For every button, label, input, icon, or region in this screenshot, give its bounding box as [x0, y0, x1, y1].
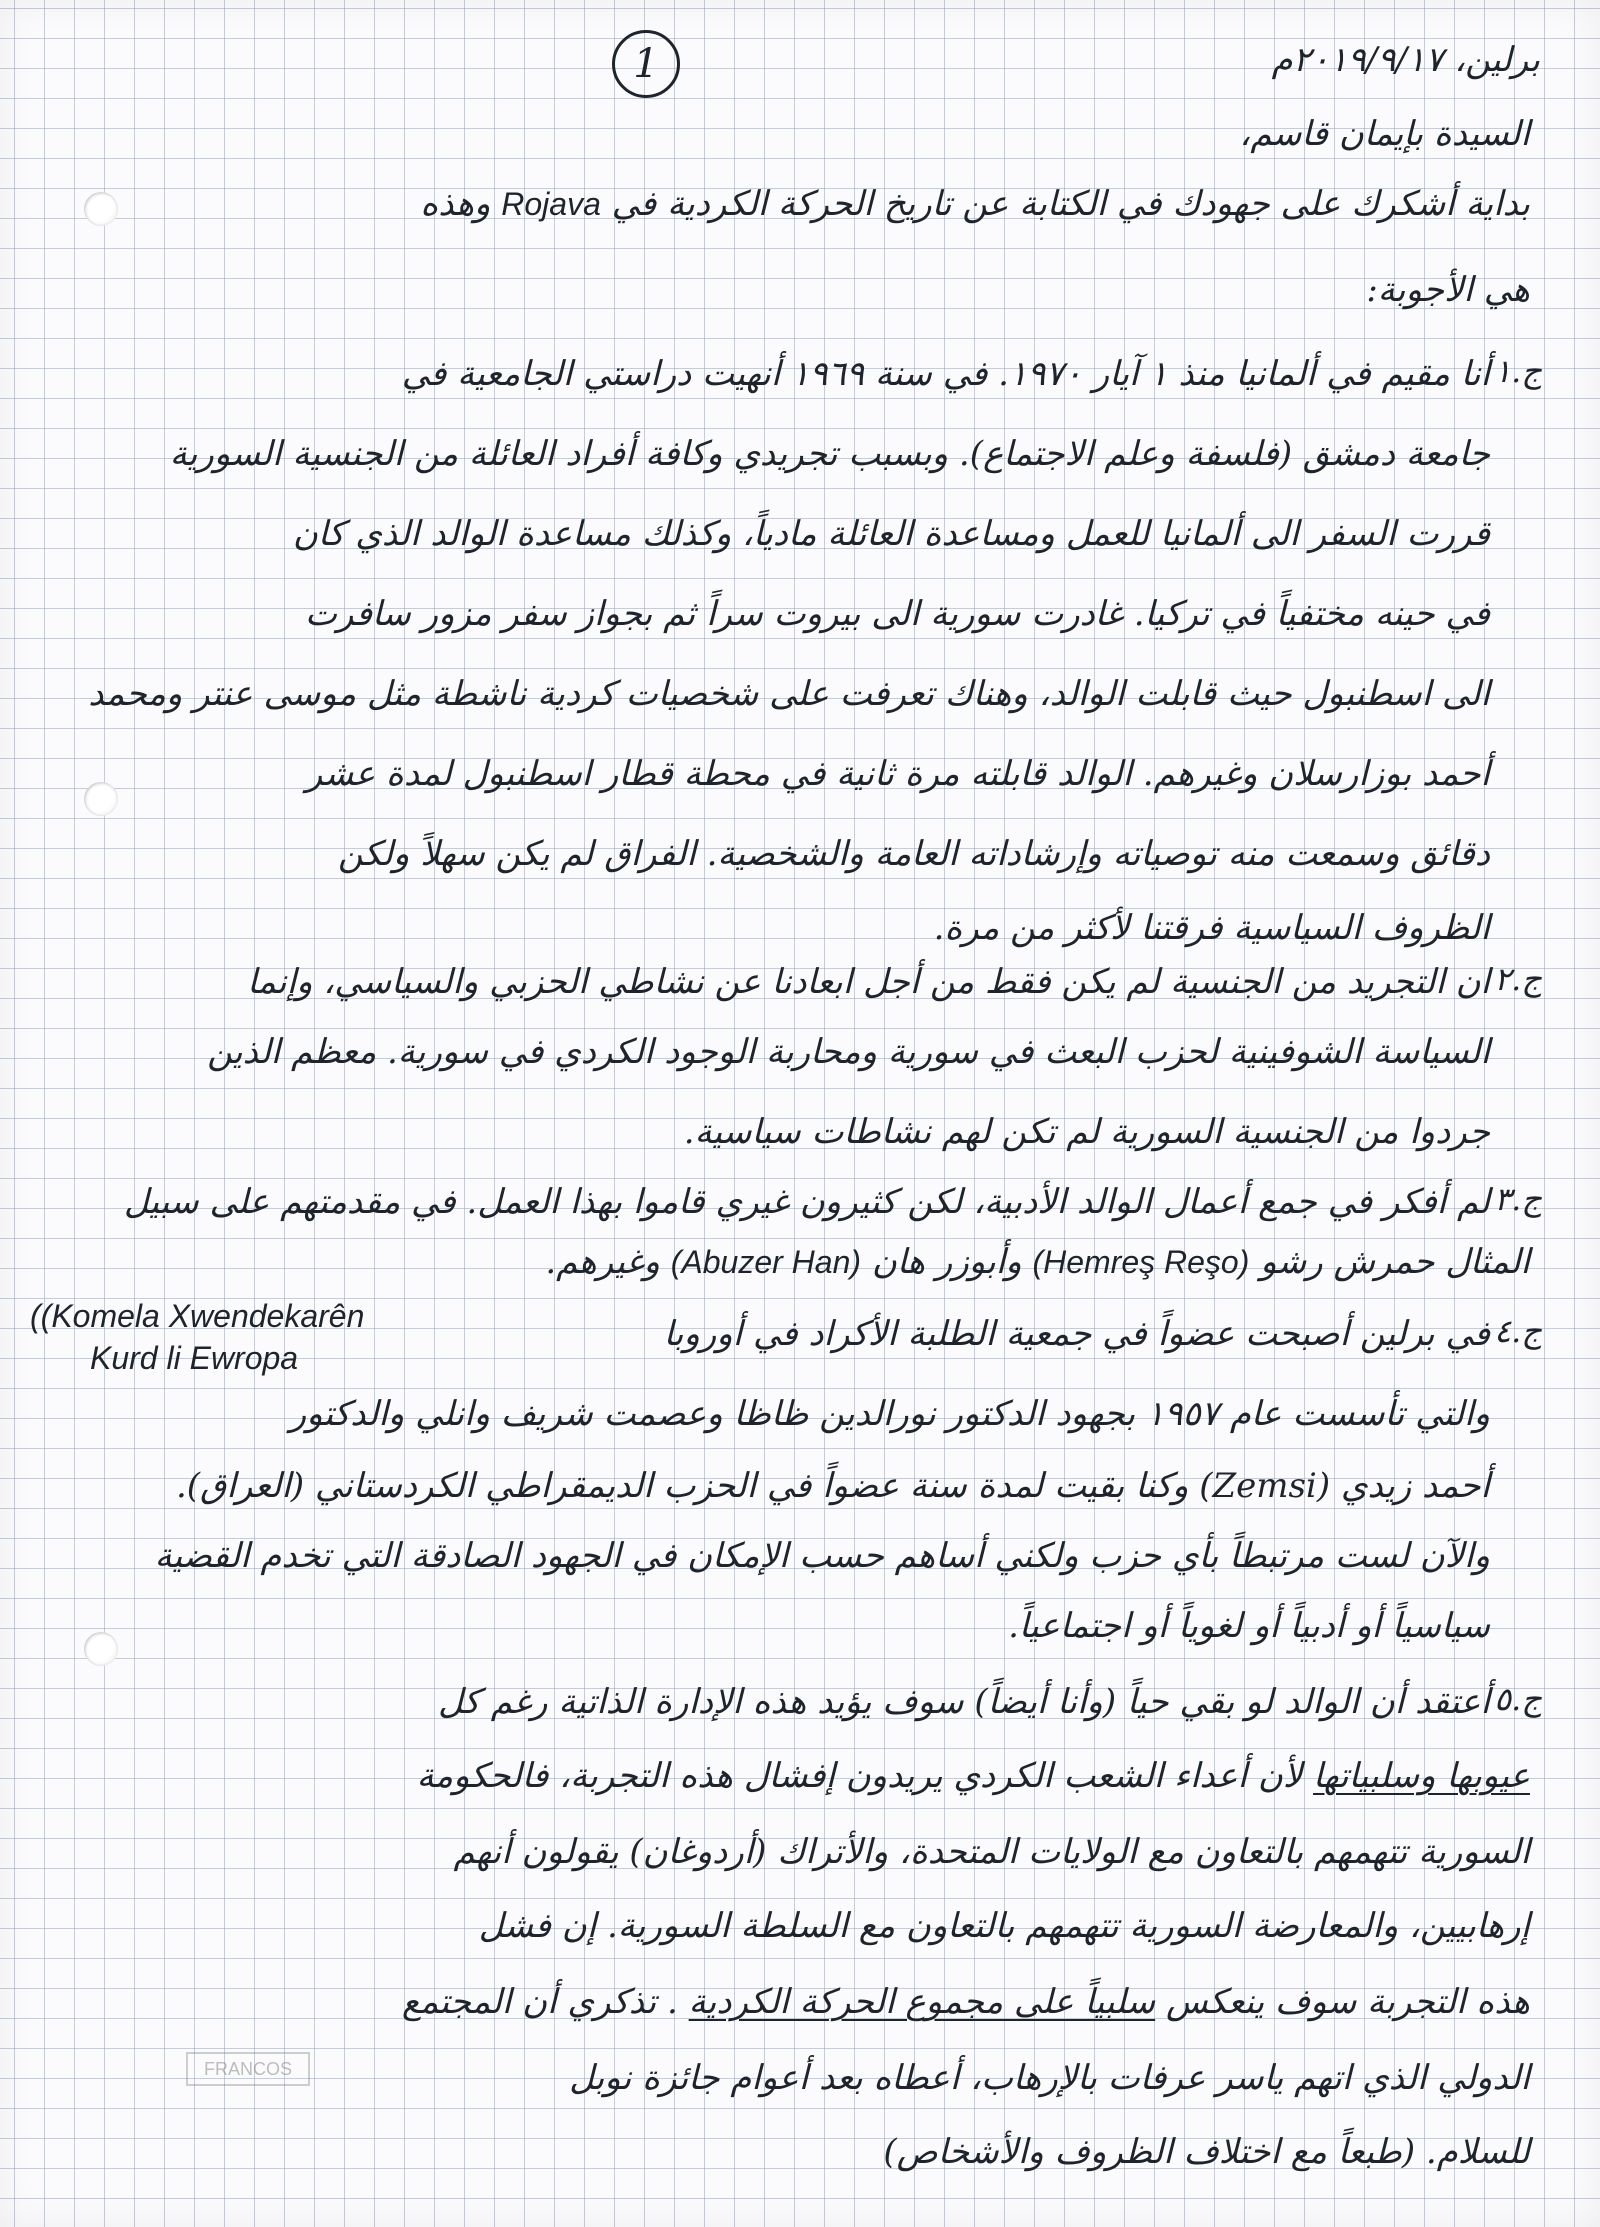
answer-1-line: قررت السفر الى ألمانيا للعمل ومساعدة العائلة مادياً، وكذلك مساعدة الوالد الذي كان — [292, 514, 1490, 554]
page-number: 1 — [612, 30, 680, 98]
answer-5-underlined: عيوبها وسلبياتها — [1313, 1756, 1530, 1796]
answer-1-line: أحمد بوزارسلان وغيرهم. الوالد قابلته مرة ثانية في محطة قطار اسطنبول لمدة عشر — [305, 754, 1490, 794]
greeting: السيدة بإيمان قاسم، — [1239, 114, 1530, 154]
answer-3-suffix: وغيرهم. — [545, 1242, 660, 1282]
faint-stamp: FRANCOS — [186, 2052, 310, 2086]
answer-3-prefix: المثال حمرش رشو — [1260, 1242, 1530, 1282]
answer-1-line: جامعة دمشق (فلسفة وعلم الاجتماع). وبسبب تجريدي وكافة أفراد العائلة من الجنسية السورية — [169, 434, 1490, 474]
answer-label-5: ج.٥ — [1493, 1680, 1542, 1718]
intro-line — [0, 182, 1530, 226]
answer-label-2: ج.٢ — [1493, 960, 1542, 998]
intro-text-b: وهذه — [420, 184, 491, 224]
answer-3-latin-1: (Hemreş Reşo) — [1032, 1244, 1250, 1280]
answer-5-post: . تذكري أن المجتمع — [401, 1982, 678, 2022]
answer-5-line: أعتقد أن الوالد لو بقي حياً (وأنا أيضاً) سوف يؤيد هذه الإدارة الذاتية رغم كل — [437, 1682, 1490, 1722]
answer-3-line — [0, 1240, 1530, 1284]
answer-label-1: ج.١ — [1493, 352, 1542, 390]
letter-date: برلين، ٢٠١٩/٩/١٧م — [1271, 40, 1540, 80]
answer-3-line: لم أفكر في جمع أعمال الوالد الأدبية، لكن كثيرون غيري قاموا بهذا العمل. في مقدمتهم على سبيل — [123, 1182, 1490, 1222]
answer-1-line: الظروف السياسية فرقتنا لأكثر من مرة. — [933, 908, 1490, 948]
answer-5-line — [0, 1754, 1530, 1798]
rojava-word: Rojava — [501, 186, 601, 222]
answer-5-line — [0, 1980, 1530, 2024]
answer-4-latin-a: ((Komela Xwendekarên — [30, 1298, 365, 1334]
answer-3-latin-2: (Abuzer Han) — [670, 1244, 862, 1280]
answer-1-line: أنا مقيم في ألمانيا منذ ١ آيار ١٩٧٠. في سنة ١٩٦٩ أنهيت دراستي الجامعية في — [401, 354, 1490, 394]
intro-text-a: بداية أشكرك على جهودك في الكتابة عن تاريخ الحركة الكردية في — [611, 184, 1530, 224]
answer-5-line: للسلام. (طبعاً مع اختلاف الظروف والأشخاص) — [883, 2132, 1530, 2172]
answer-4-latin-b: Kurd li Ewropa — [90, 1340, 299, 1376]
answer-1-line: الى اسطنبول حيث قابلت الوالد، وهناك تعرفت على شخصيات كردية ناشطة مثل موسى عنتر ومحمد — [88, 674, 1490, 714]
answer-label-4: ج.٤ — [1493, 1312, 1542, 1350]
answer-2-line: ان التجريد من الجنسية لم يكن فقط من أجل ابعادنا عن نشاطي الحزبي والسياسي، وإنما — [247, 962, 1490, 1002]
answer-5-rest: لأن أعداء الشعب الكردي يريدون إفشال هذه التجربة، فالحكومة — [416, 1756, 1303, 1796]
answer-2-line: جردوا من الجنسية السورية لم تكن لهم نشاطات سياسية. — [683, 1112, 1490, 1152]
answer-4-line: في برلين أصبحت عضواً في جمعية الطلبة الأكراد في أوروبا — [663, 1314, 1490, 1354]
answer-1-line: دقائق وسمعت منه توصياته وإرشاداته العامة والشخصية. الفراق لم يكن سهلاً ولكن — [338, 834, 1490, 874]
answer-5-line: السورية تتهمهم بالتعاون مع الولايات المتحدة، والأتراك (أردوغان) يقولون أنهم — [453, 1832, 1530, 1872]
answer-5-pre: هذه التجربة سوف ينعكس — [1165, 1982, 1530, 2022]
intro-line-2: هي الأجوبة: — [1366, 270, 1530, 310]
answer-4-line: سياسياً أو أدبياً أو لغوياً أو اجتماعياً. — [1008, 1606, 1490, 1646]
answer-3-mid: وأبوزر هان — [871, 1242, 1022, 1282]
answer-label-3: ج.٣ — [1493, 1180, 1542, 1218]
answer-5-underlined: سلبياً على مجموع الحركة الكردية — [688, 1982, 1156, 2022]
answer-4-line: أحمد زيدي (Zemsi) وكنا بقيت لمدة سنة عضواً في الحزب الديمقراطي الكردستاني (العراق). — [175, 1466, 1490, 1506]
answer-1-line: في حينه مختفياً في تركيا. غادرت سورية الى بيروت سراً ثم بجواز سفر مزور سافرت — [304, 594, 1490, 634]
answer-4-line: والآن لست مرتبطاً بأي حزب ولكني أساهم حسب الإمكان في الجهود الصادقة التي تخدم القضية — [154, 1536, 1490, 1576]
answer-5-line: إرهابيين، والمعارضة السورية تتهمهم بالتعاون مع السلطة السورية. إن فشل — [478, 1906, 1530, 1946]
answer-2-line: السياسة الشوفينية لحزب البعث في سورية ومحاربة الوجود الكردي في سورية. معظم الذين — [207, 1032, 1490, 1072]
answer-5-line: الدولي الذي اتهم ياسر عرفات بالإرهاب، أعطاه بعد أعوام جائزة نوبل — [569, 2058, 1530, 2098]
answer-4-line: والتي تأسست عام ١٩٥٧ بجهود الدكتور نورالدين ظاظا وعصمت شريف وانلي والدكتور — [289, 1394, 1490, 1434]
